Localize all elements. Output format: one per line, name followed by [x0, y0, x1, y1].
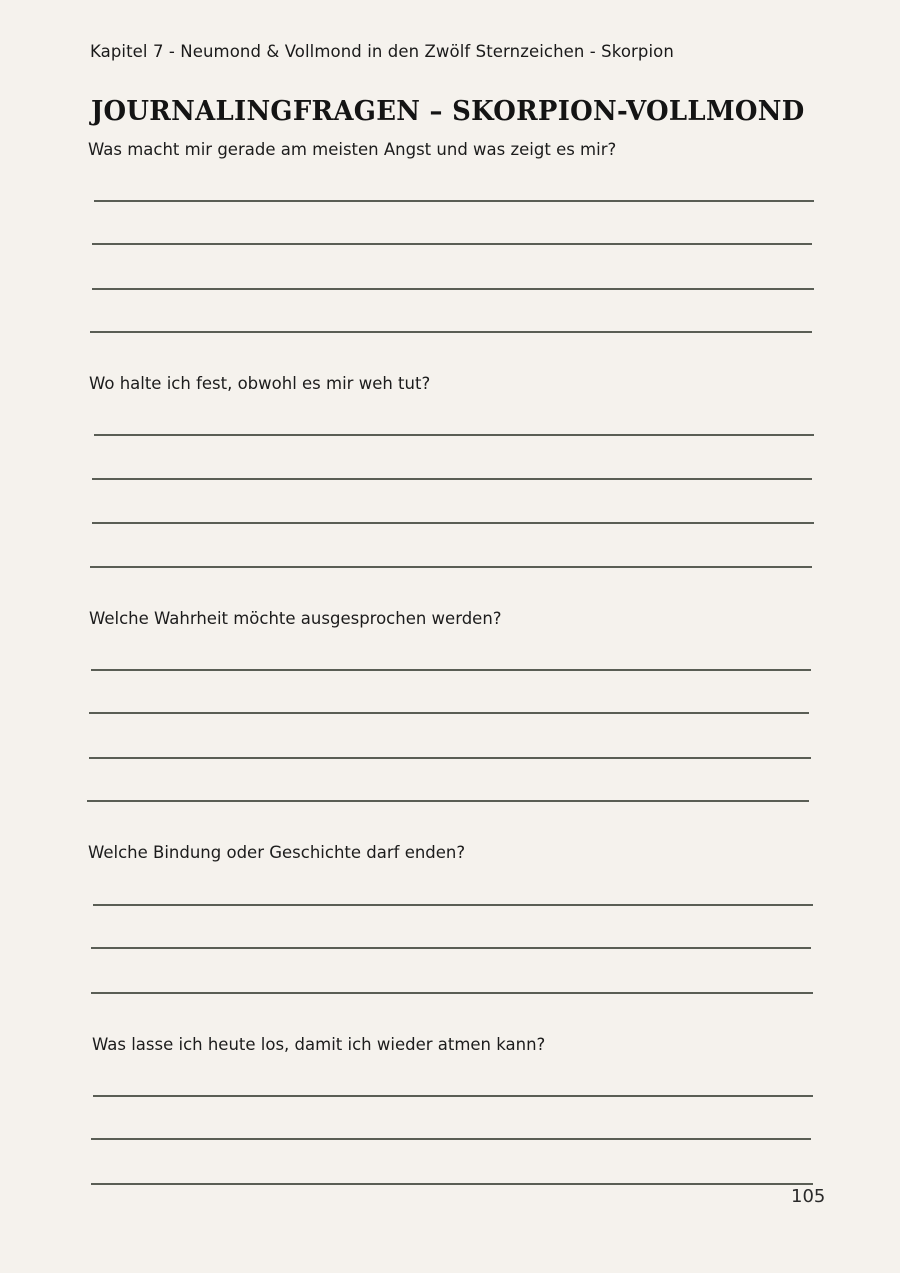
question-3: Welche Wahrheit möchte ausgesprochen werden?	[89, 609, 502, 628]
answer-line[interactable]	[89, 757, 811, 759]
question-5: Was lasse ich heute los, damit ich wieder atmen kann?	[92, 1035, 546, 1054]
answer-line[interactable]	[94, 434, 814, 436]
answer-line[interactable]	[91, 947, 811, 949]
chapter-header: Kapitel 7 - Neumond & Vollmond in den Zwölf Sternzeichen - Skorpion	[90, 42, 674, 61]
answer-line[interactable]	[92, 288, 814, 290]
page-title: JOURNALINGFRAGEN – SKORPION-VOLLMOND	[91, 96, 805, 127]
answer-line[interactable]	[93, 904, 813, 906]
question-1: Was macht mir gerade am meisten Angst und was zeigt es mir?	[88, 140, 617, 159]
answer-line[interactable]	[90, 566, 812, 568]
page-number: 105	[791, 1186, 826, 1207]
answer-line[interactable]	[92, 522, 814, 524]
answer-line[interactable]	[87, 800, 809, 802]
answer-line[interactable]	[91, 1138, 811, 1140]
question-4: Welche Bindung oder Geschichte darf enden?	[88, 843, 466, 862]
answer-line[interactable]	[92, 478, 812, 480]
question-2: Wo halte ich fest, obwohl es mir weh tut?	[89, 374, 431, 393]
answer-line[interactable]	[91, 1183, 813, 1185]
answer-line[interactable]	[94, 200, 814, 202]
answer-line[interactable]	[91, 669, 811, 671]
answer-line[interactable]	[90, 331, 812, 333]
answer-line[interactable]	[92, 243, 812, 245]
answer-line[interactable]	[91, 992, 813, 994]
answer-line[interactable]	[89, 712, 809, 714]
answer-line[interactable]	[93, 1095, 813, 1097]
